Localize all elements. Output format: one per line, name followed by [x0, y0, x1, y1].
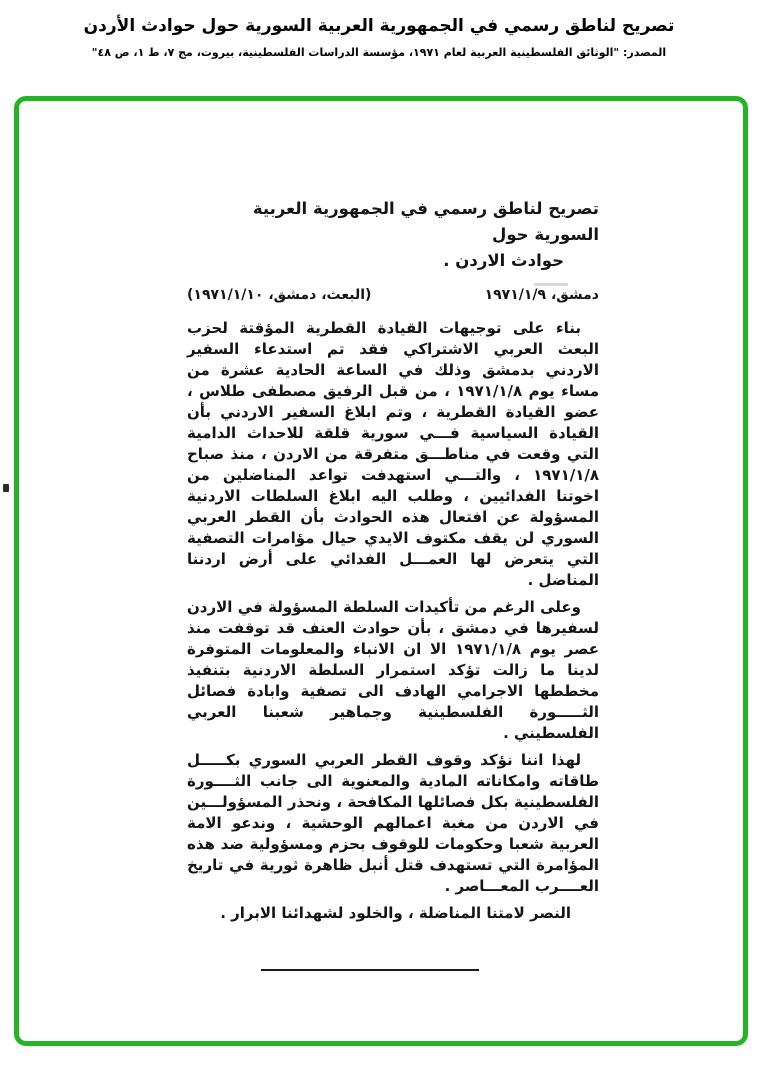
scanned-document — [187, 196, 599, 971]
dateline-place-date: دمشق، ١٩٧١/١/٩ — [484, 287, 599, 303]
closing-line: النصر لامتنا المناضلة ، والخلود لشهدائنا الابرار . — [220, 904, 571, 922]
source-citation: المصدر: "الوثائق الفلسطينية العربية لعام ١٩٧١، مؤسسة الدراسات الفلسطينية، بيروت، مج ٧، ط ١، ص ٤٨" — [91, 46, 667, 59]
paragraph-1: بناء على توجيهات القيادة القطرية المؤقتة لحزب البعث العربي الاشتراكي فقد تم استدعاء السفير الاردني بدمشق وذلك في الساعة الحادية عشرة من مساء يوم ١٩٧١/١/٨ ، من قبل الرفيق مصطفى طلاس ، عضو القيادة القطرية ، وتم ابلاغ السفير الاردني بأن القيادة السياسية فـــي سورية قلقة للاحداث الدامية التي وقعت في مناطـــق متفرقة من الاردن ، منذ صباح ١٩٧١/١/٨ ، والتـــي استهدفت تواعد المناضلين من اخوتنا الفدائيين ، وطلب اليه ابلاغ السلطات الاردنية المسؤولة عن افتعال هذه الحوادث بأن القطر العربي السوري لن يقف مكتوف الايدي حيال مؤامرات التصفية التي يتعرض لها العمـــل الفدائي على أرض اردننا المناضل . — [187, 319, 600, 589]
scan-artifact-dot — [3, 484, 9, 492]
dateline — [187, 287, 599, 303]
document-title-line1: تصريح لناطق رسمي في الجمهورية العربية السورية حول — [252, 199, 599, 244]
page-header — [0, 16, 758, 59]
dateline-publication: (البعث، دمشق، ١٩٧١/١/١٠) — [187, 287, 372, 303]
document-frame — [14, 96, 748, 1046]
paragraph-2: وعلى الرغم من تأكيدات السلطة المسؤولة في الاردن لسفيرها في دمشق ، بأن حوادث العنف قد توقفت منذ عصر يوم ١٩٧١/١/٨ الا ان الانباء والمعلومات المتوفرة لدينا ما زالت تؤكد استمرار السلطة الاردنية بتنفيذ مخططها الاجرامي الهادف الى تصفية وابادة فصائل الثـــــورة الفلسطينية وجماهير شعبنا العربي الفلسطيني . — [187, 598, 599, 742]
page-title: تصريح لناطق رسمي في الجمهورية العربية السورية حول حوادث الأردن — [83, 16, 675, 36]
paragraph-3: لهذا اننا نؤكد وقوف القطر العربي السوري بكـــــل طاقاته وامكاناته المادية والمعنوية الى جانب الثــــورة الفلسطينية بكل فصائلها المكافحة ، ونحذر المسؤولـــين في الاردن من مغبة اعمالهم الوحشية ، وندعو الامة العربية شعبا وحكومات للوقوف بحزم ومسؤولية ضد هذه المؤامرة التي تستهدف قتل أنبل ظاهرة ثورية في تاريخ العــــرب المعـــاصر . — [187, 751, 599, 895]
bottom-divider — [261, 969, 479, 971]
document-title-line2: حوادث الاردن . — [443, 251, 564, 270]
document-title — [187, 196, 599, 274]
